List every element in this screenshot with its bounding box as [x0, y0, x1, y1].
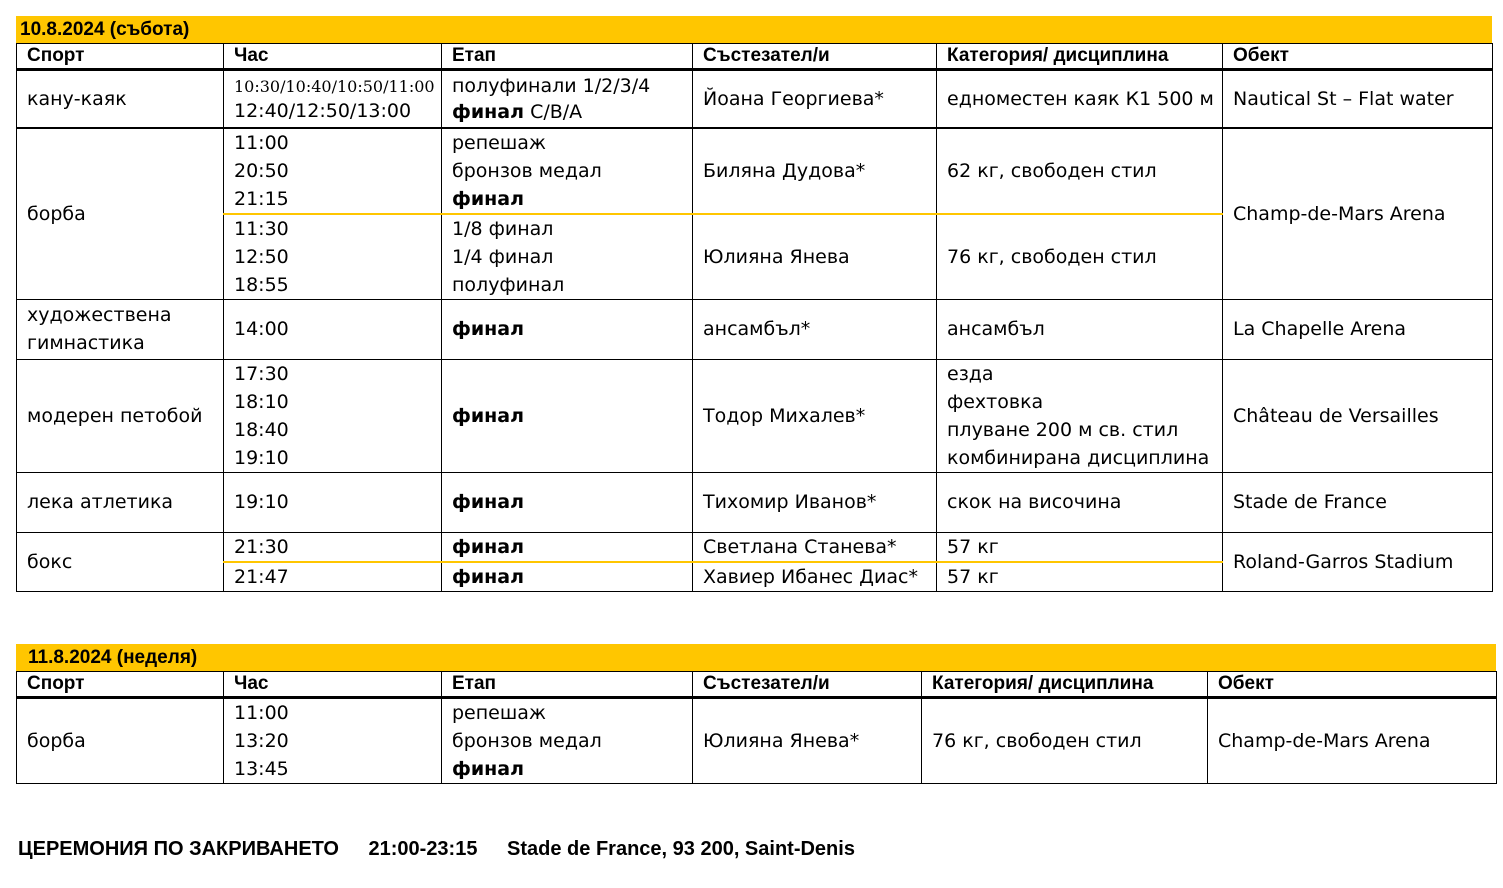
athlete-cell: Биляна Дудова*: [693, 128, 937, 214]
col-athletes: Състезател/и: [693, 44, 937, 70]
stage-cell: [442, 128, 693, 214]
time-line: 12:40/12:50/13:00: [234, 99, 412, 122]
col-athletes: Състезател/и: [693, 672, 922, 698]
day2-schedule: [16, 644, 1497, 784]
stage-final: финал: [452, 758, 525, 780]
col-time: Час: [224, 44, 442, 70]
stage-line: полуфинал: [452, 273, 565, 296]
stage-detail: С/В/А: [524, 100, 583, 123]
sport-line: гимнастика: [27, 332, 145, 354]
time-cell: 14:00: [224, 299, 442, 359]
time-cell: [224, 359, 442, 472]
stage-cell: [442, 698, 693, 784]
time-cell: 19:10: [224, 472, 442, 532]
table-row: [17, 698, 1497, 784]
stage-cell: [442, 214, 693, 300]
day1-table: [16, 43, 1493, 592]
athlete-cell: ансамбъл*: [693, 299, 937, 359]
stage-final: финал: [442, 359, 693, 472]
time-cell: [224, 70, 442, 128]
time-cell: [224, 214, 442, 300]
col-category: Категория/ дисциплина: [937, 44, 1223, 70]
sport-cell: лека атлетика: [17, 472, 224, 532]
category-line: фехтовка: [947, 390, 1044, 413]
col-sport: Спорт: [17, 44, 224, 70]
stage-cell: [442, 70, 693, 128]
time-line: 18:10: [234, 390, 289, 413]
day2-header-row: [17, 672, 1497, 698]
table-row: [17, 128, 1493, 214]
stage-final: финал: [442, 299, 693, 359]
category-cell: 76 кг, свободен стил: [922, 698, 1208, 784]
stage-line: бронзов медал: [452, 159, 602, 182]
category-cell: 76 кг, свободен стил: [937, 214, 1223, 300]
col-stage: Етап: [442, 44, 693, 70]
day1-schedule: [16, 16, 1493, 592]
category-line: комбинирана дисциплина: [947, 446, 1210, 469]
stage-line: бронзов медал: [452, 730, 602, 752]
venue-cell: Nautical St – Flat water: [1223, 70, 1493, 128]
day2-table: [16, 671, 1497, 784]
stage-line: репешаж: [452, 702, 547, 724]
athlete-cell: Юлияна Янева*: [693, 698, 922, 784]
venue-cell: La Chapelle Arena: [1223, 299, 1493, 359]
category-cell: едноместен каяк К1 500 м: [937, 70, 1223, 128]
sport-cell: борба: [17, 128, 224, 300]
category-cell: ансамбъл: [937, 299, 1223, 359]
col-category: Категория/ дисциплина: [922, 672, 1208, 698]
table-row: [17, 70, 1493, 128]
time-line: 12:50: [234, 245, 289, 268]
time-cell: [224, 698, 442, 784]
col-time: Час: [224, 672, 442, 698]
time-cell: 21:30: [224, 532, 442, 562]
athlete-cell: Тихомир Иванов*: [693, 472, 937, 532]
sport-cell: модерен петобой: [17, 359, 224, 472]
sport-cell: бокс: [17, 532, 224, 591]
time-line: 13:45: [234, 758, 289, 780]
athlete-cell: Юлияна Янева: [693, 214, 937, 300]
athlete-cell: Йоана Георгиева*: [693, 70, 937, 128]
time-line: 19:10: [234, 446, 289, 469]
day1-header-row: [17, 44, 1493, 70]
stage-line: репешаж: [452, 131, 547, 154]
day1-title: 10.8.2024 (събота): [16, 16, 1492, 43]
venue-cell: Roland-Garros Stadium: [1223, 532, 1493, 591]
col-stage: Етап: [442, 672, 693, 698]
sport-cell: борба: [17, 698, 224, 784]
col-venue: Обект: [1208, 672, 1497, 698]
venue-cell: Champ-de-Mars Arena: [1208, 698, 1497, 784]
stage-final: финал: [452, 187, 525, 210]
category-cell: 62 кг, свободен стил: [937, 128, 1223, 214]
sport-cell: [17, 299, 224, 359]
time-line: 17:30: [234, 362, 289, 385]
stage-final: финал: [442, 472, 693, 532]
day2-title: 11.8.2024 (неделя): [16, 644, 1496, 671]
category-cell: 57 кг: [937, 532, 1223, 562]
col-venue: Обект: [1223, 44, 1493, 70]
venue-cell: Château de Versailles: [1223, 359, 1493, 472]
time-line: 11:00: [234, 702, 289, 724]
category-cell: [937, 359, 1223, 472]
time-line: 11:00: [234, 131, 289, 154]
time-line: 13:20: [234, 730, 289, 752]
time-line: 21:15: [234, 187, 289, 210]
sport-cell: кану-каяк: [17, 70, 224, 128]
ceremony-label: ЦЕРЕМОНИЯ ПО ЗАКРИВАНЕТО: [18, 838, 339, 860]
table-row: [17, 299, 1493, 359]
category-line: езда: [947, 362, 994, 385]
stage-line: 1/4 финал: [452, 245, 554, 268]
col-sport: Спорт: [17, 672, 224, 698]
stage-final: финал: [442, 532, 693, 562]
stage-final: финал: [442, 562, 693, 592]
ceremony-time: 21:00-23:15: [368, 838, 478, 860]
athlete-cell: Хавиер Ибанес Диас*: [693, 562, 937, 592]
athlete-cell: Тодор Михалев*: [693, 359, 937, 472]
time-line: 11:30: [234, 217, 289, 240]
table-row: [17, 472, 1493, 532]
stage-line: 1/8 финал: [452, 217, 554, 240]
table-row: [17, 359, 1493, 472]
venue-cell: Stade de France: [1223, 472, 1493, 532]
time-line: 18:40: [234, 418, 289, 441]
stage-line: полуфинали 1/2/3/4: [452, 74, 651, 97]
sport-line: художествена: [27, 304, 172, 326]
time-line: 20:50: [234, 159, 289, 182]
time-cell: 21:47: [224, 562, 442, 592]
closing-ceremony: [18, 838, 879, 861]
stage-final: финал: [452, 100, 525, 123]
ceremony-place: Stade de France, 93 200, Saint-Denis: [507, 838, 855, 860]
time-line: 18:55: [234, 273, 289, 296]
category-cell: скок на височина: [937, 472, 1223, 532]
category-cell: 57 кг: [937, 562, 1223, 592]
venue-cell: Champ-de-Mars Arena: [1223, 128, 1493, 300]
table-row: [17, 532, 1493, 562]
time-line: 10:30/10:40/10:50/11:00: [234, 76, 435, 96]
time-cell: [224, 128, 442, 214]
category-line: плуване 200 м св. стил: [947, 418, 1179, 441]
athlete-cell: Светлана Станева*: [693, 532, 937, 562]
